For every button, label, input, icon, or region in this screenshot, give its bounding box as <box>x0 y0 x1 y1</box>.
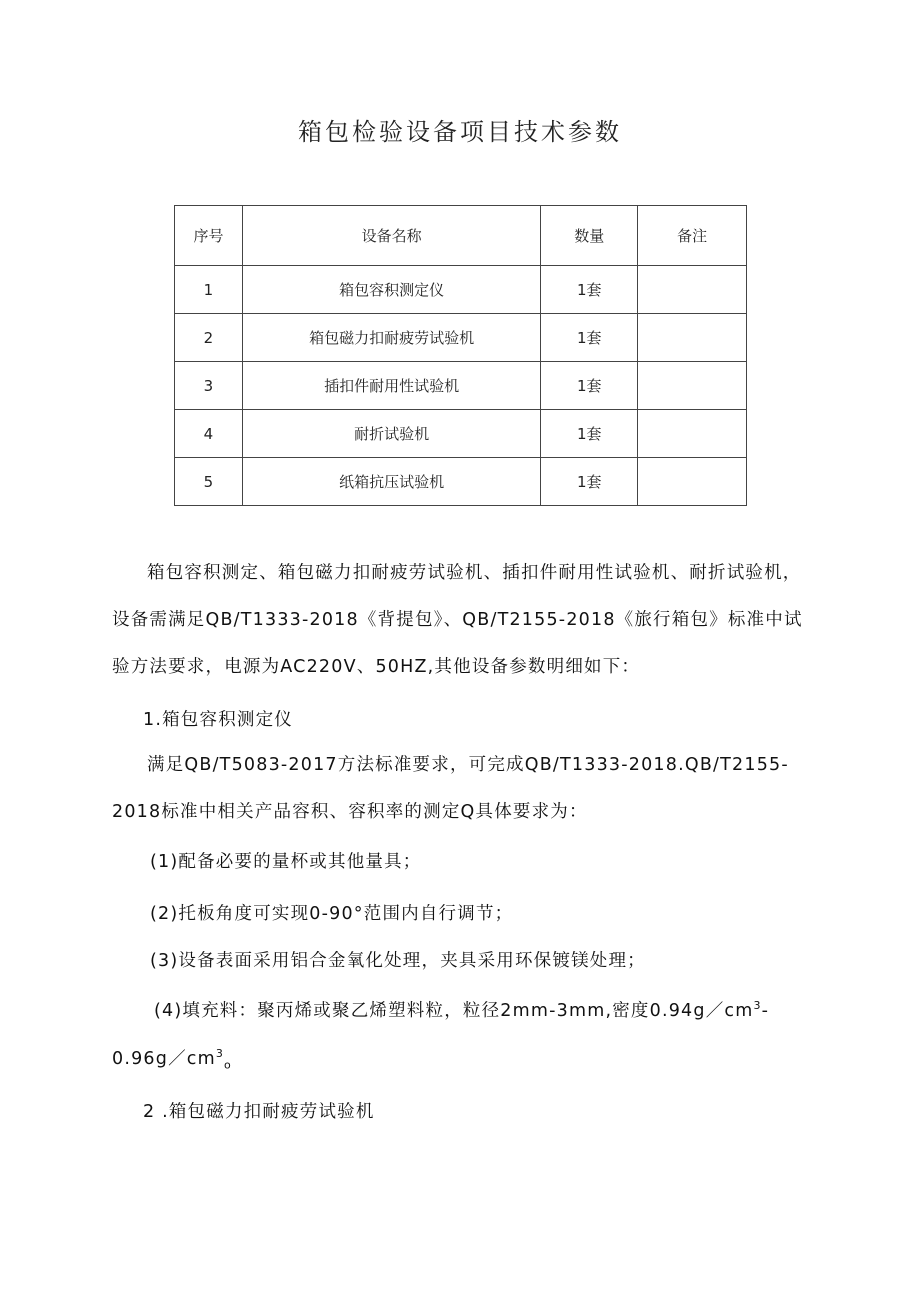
cell-name: 纸箱抗压试验机 <box>242 458 540 506</box>
list-item-1: (1)配备必要的量杯或其他量具； <box>150 852 422 872</box>
cell-quantity: 1套 <box>541 314 638 362</box>
header-quantity: 数量 <box>541 206 638 266</box>
item4-superscript-1: 3 <box>753 999 762 1013</box>
cell-name: 插扣件耐用性试验机 <box>242 362 540 410</box>
equipment-table <box>174 205 747 506</box>
table-row <box>175 266 747 314</box>
item4-text-c: 0.96g／cm <box>112 1049 216 1069</box>
section1-paragraph: 满足QB/T5083-2017方法标准要求，可完成QB/T1333-2018.QB/T2155-2018标准中相关产品容积、容积率的测定Q具体要求为： <box>112 755 789 822</box>
cell-remark <box>638 410 747 458</box>
section1-heading: 1.箱包容积测定仪 <box>143 710 293 730</box>
cell-quantity: 1套 <box>541 266 638 314</box>
table-row <box>175 458 747 506</box>
list-item-3: (3)设备表面采用铝合金氧化处理，夹具采用环保镀镁处理； <box>150 951 646 971</box>
section2-heading: 2 .箱包磁力扣耐疲劳试验机 <box>143 1102 375 1122</box>
cell-quantity: 1套 <box>541 410 638 458</box>
header-remark: 备注 <box>638 206 747 266</box>
cell-index: 3 <box>175 362 243 410</box>
item4-superscript-2: 3 <box>215 1047 225 1061</box>
cell-remark <box>638 362 747 410</box>
cell-quantity: 1套 <box>541 362 638 410</box>
cell-name: 箱包磁力扣耐疲劳试验机 <box>242 314 540 362</box>
cell-remark <box>638 266 747 314</box>
header-name: 设备名称 <box>242 206 540 266</box>
cell-index: 2 <box>175 314 243 362</box>
cell-name: 箱包容积测定仪 <box>242 266 540 314</box>
table-row <box>175 314 747 362</box>
cell-index: 1 <box>175 266 243 314</box>
intro-paragraph: 箱包容积测定、箱包磁力扣耐疲劳试验机、插扣件耐用性试验机、耐折试验机，设备需满足QB/T1333-2018《背提包》、QB/T2155-2018《旅行箱包》标准中试验方法要求，电源为AC220V、50HZ,其他设备参数明细如下： <box>112 563 803 677</box>
item4-subscript: o <box>224 1058 232 1072</box>
list-item-4-line2 <box>112 1045 232 1070</box>
cell-index: 5 <box>175 458 243 506</box>
cell-index: 4 <box>175 410 243 458</box>
list-item-4-line1 <box>154 997 769 1022</box>
list-item-2: (2)托板角度可实现0-90°范围内自行调节； <box>150 904 514 924</box>
cell-name: 耐折试验机 <box>242 410 540 458</box>
table-row <box>175 362 747 410</box>
document-title: 箱包检验设备项目技术参数 <box>298 118 622 146</box>
cell-quantity: 1套 <box>541 458 638 506</box>
header-index: 序号 <box>175 206 243 266</box>
cell-remark <box>638 458 747 506</box>
item4-dash: - <box>761 1001 770 1021</box>
cell-remark <box>638 314 747 362</box>
table-row <box>175 410 747 458</box>
item4-text-a: (4)填充料：聚丙烯或聚乙烯塑料粒，粒径2mm-3mm,密度0.94g／cm <box>154 1001 754 1021</box>
table-header-row <box>175 206 747 266</box>
